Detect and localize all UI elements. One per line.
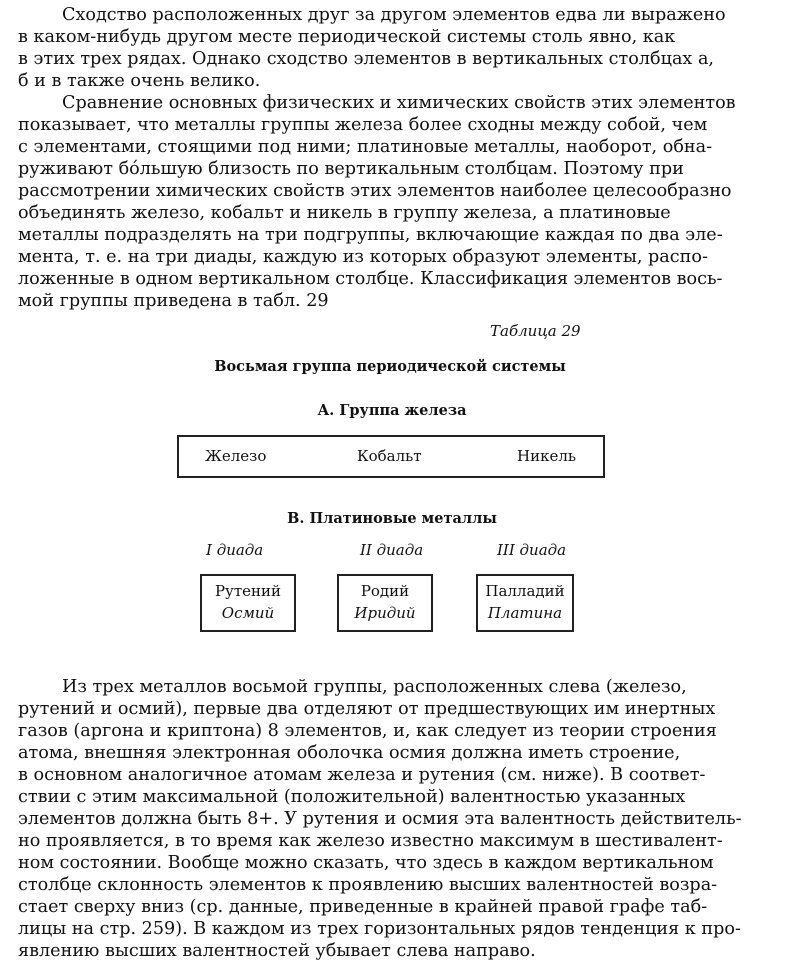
text-line: в основном аналогичное атомам железа и рутения (см. ниже). В соответ- xyxy=(18,765,706,785)
text-line: мента, т. е. на три диады, каждую из которых образуют элементы, распо- xyxy=(18,247,708,267)
text-line: в каком-нибудь другом месте периодической системы столь явно, как xyxy=(18,27,676,47)
text-line: рутений и осмий), первые два отделяют от предшествующих им инертных xyxy=(18,699,716,719)
paragraph-comparison xyxy=(18,92,768,312)
dyad-caption: II диада xyxy=(360,541,424,559)
text-line: ствии с этим максимальной (положительной) валентностью указанных xyxy=(18,787,686,807)
text-line: в этих трех рядах. Однако сходство элементов в вертикальных столбцах a, xyxy=(18,49,715,69)
text-line: ном состоянии. Вообще можно сказать, что здесь в каждом вертикальном xyxy=(18,853,714,873)
dyad-caption: I диада xyxy=(206,541,264,559)
iron-cell: Железо xyxy=(205,447,267,465)
text-line: б и в также очень велико. xyxy=(18,71,261,91)
element-name: Иридий xyxy=(354,604,416,622)
text-line: ложенные в одном вертикальном столбце. Классификация элементов вось- xyxy=(18,269,723,289)
dyad-box xyxy=(337,574,433,632)
text-line: лицы на стр. 259). В каждом из трех горизонтальных рядов тенденция к про- xyxy=(18,919,741,939)
table-label: Таблица 29 xyxy=(490,322,581,340)
text-line: металлы подразделять на три подгруппы, включающие каждая по два эле- xyxy=(18,225,723,245)
element-name: Палладий xyxy=(485,582,565,600)
text-line: с элементами, стоящими под ними; платиновые металлы, наоборот, обна- xyxy=(18,137,713,157)
text-line: но проявляется, в то время как железо известно максимум в шестивалент- xyxy=(18,831,723,851)
text-line: рассмотрении химических свойств этих элементов наиболее целесообразно xyxy=(18,181,732,201)
dyad-box xyxy=(200,574,296,632)
paragraph-valency xyxy=(18,676,768,962)
text-line: показывает, что металлы группы железа более сходны между собой, чем xyxy=(18,115,708,135)
paragraph-intro xyxy=(18,4,768,92)
table-title: Восьмая группа периодической системы xyxy=(214,358,566,375)
text-line: руживают бóльшую близость по вертикальным столбцам. Поэтому при xyxy=(18,159,684,179)
text-line: мой группы приведена в табл. 29 xyxy=(18,291,329,311)
text-line: столбце склонность элементов к проявлению высших валентностей возра- xyxy=(18,875,718,895)
text-line: Сходство расположенных друг за другом элементов едва ли выражено xyxy=(62,5,726,25)
element-name: Рутений xyxy=(214,582,282,600)
element-name: Осмий xyxy=(221,604,275,622)
cobalt-cell: Кобальт xyxy=(357,447,422,465)
nickel-cell: Никель xyxy=(517,447,577,465)
element-name: Родий xyxy=(360,582,410,600)
text-line: явлению высших валентностей убывает слева направо. xyxy=(18,941,536,961)
text-line: атома, внешняя электронная оболочка осмия должна иметь строение, xyxy=(18,743,681,763)
iron-group-table xyxy=(177,435,605,478)
dyad-box xyxy=(476,574,574,632)
text-line: Из трех металлов восьмой группы, расположенных слева (железо, xyxy=(62,677,687,697)
text-line: Сравнение основных физических и химических свойств этих элементов xyxy=(62,93,736,113)
text-line: стает сверху вниз (ср. данные, приведенные в крайней правой графе таб- xyxy=(18,897,708,917)
dyad-caption: III диада xyxy=(497,541,567,559)
section-a-heading: А. Группа железа xyxy=(317,402,467,419)
text-line: газов (аргона и криптона) 8 элементов, и, как следует из теории строения xyxy=(18,721,717,741)
text-line: элементов должна быть 8+. У рутения и осмия эта валентность действитель- xyxy=(18,809,742,829)
element-name: Платина xyxy=(487,604,563,622)
text-line: объединять железо, кобальт и никель в группу железа, а платиновые xyxy=(18,203,671,223)
section-b-heading: B. Платиновые металлы xyxy=(287,510,497,527)
